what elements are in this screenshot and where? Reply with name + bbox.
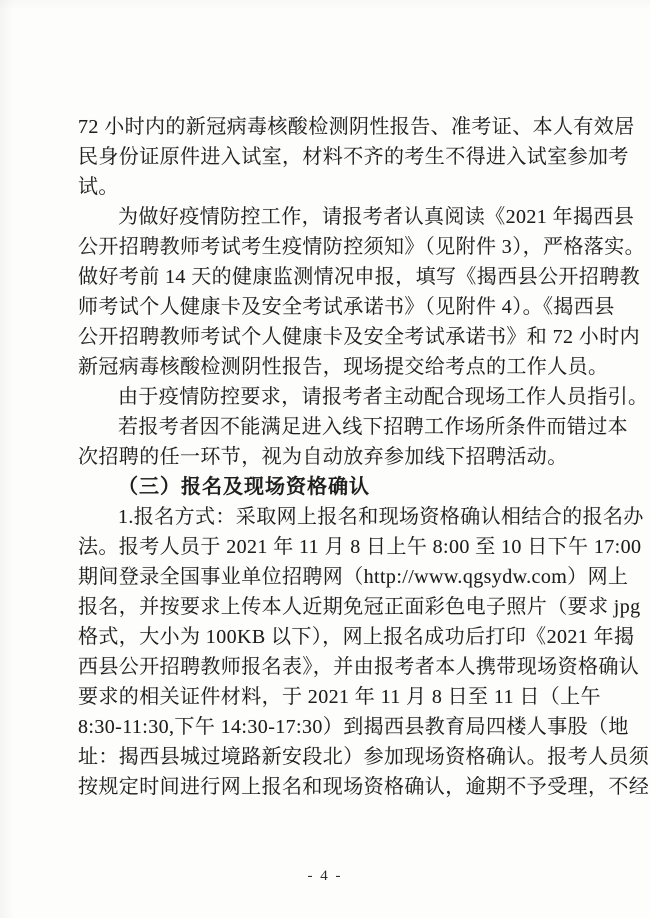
text-line: 为做好疫情防控工作，请报考者认真阅读《2021 年揭西县 [118,206,635,228]
text-line: 址：揭西县城过境路新安段北）参加现场资格确认。报考人员须 [78,746,650,768]
text-line: 要求的相关证件材料，于 2021 年 11 月 8 日至 11 日（上午 [78,686,601,708]
text-line: 民身份证原件进入试室，材料不齐的考生不得进入试室参加考 [78,146,629,168]
text-line: 若报考者因不能满足进入线下招聘工作场所条件而错过本 [118,416,628,438]
text-line: 西县公开招聘教师报名表》，并由报考者本人携带现场资格确认 [78,656,640,678]
text-line: 法。报考人员于 2021 年 11 月 8 日上午 8:00 至 10 日下午 17:00 [78,536,642,558]
text-line: 做好考前 14 天的健康监测情况申报，填写《揭西县公开招聘教 [78,266,640,288]
document-body [78,112,650,802]
page-number: - 4 - [307,868,343,884]
text-line: 公开招聘教师考试个人健康卡及安全考试承诺书》和 72 小时内 [78,326,640,348]
text-line: 期间登录全国事业单位招聘网（http://www.qgsydw.com）网上 [78,566,629,588]
text-line: 新冠病毒核酸检测阴性报告，现场提交给考点的工作人员。 [78,356,609,378]
text-line: 格式，大小为 100KB 以下），网上报名成功后打印《2021 年揭 [78,626,635,648]
text-line: 72 小时内的新冠病毒核酸检测阴性报告、准考证、本人有效居 [78,116,635,138]
section-heading-line: （三）报名及现场资格确认 [118,476,370,498]
text-line: 公开招聘教师考试考生疫情防控须知》（见附件 3），严格落实。 [78,236,645,258]
text-line: 次招聘的任一环节，视为自动放弃参加线下招聘活动。 [78,446,568,468]
text-line: 由于疫情防控要求，请报考者主动配合现场工作人员指引。 [118,386,649,408]
text-line: 按规定时间进行网上报名和现场资格确认，逾期不予受理，不经 [78,776,650,798]
text-line: 报名，并按要求上传本人近期免冠正面彩色电子照片（要求 jpg [78,596,641,618]
text-line: 1.报名方式：采取网上报名和现场资格确认相结合的报名办 [118,506,644,528]
text-line: 8:30-11:30,下午 14:30-17:30）到揭西县教育局四楼人事股（地 [78,716,629,738]
text-line: 师考试个人健康卡及安全考试承诺书》（见附件 4）。《揭西县 [78,296,615,318]
text-line: 试。 [78,176,119,198]
